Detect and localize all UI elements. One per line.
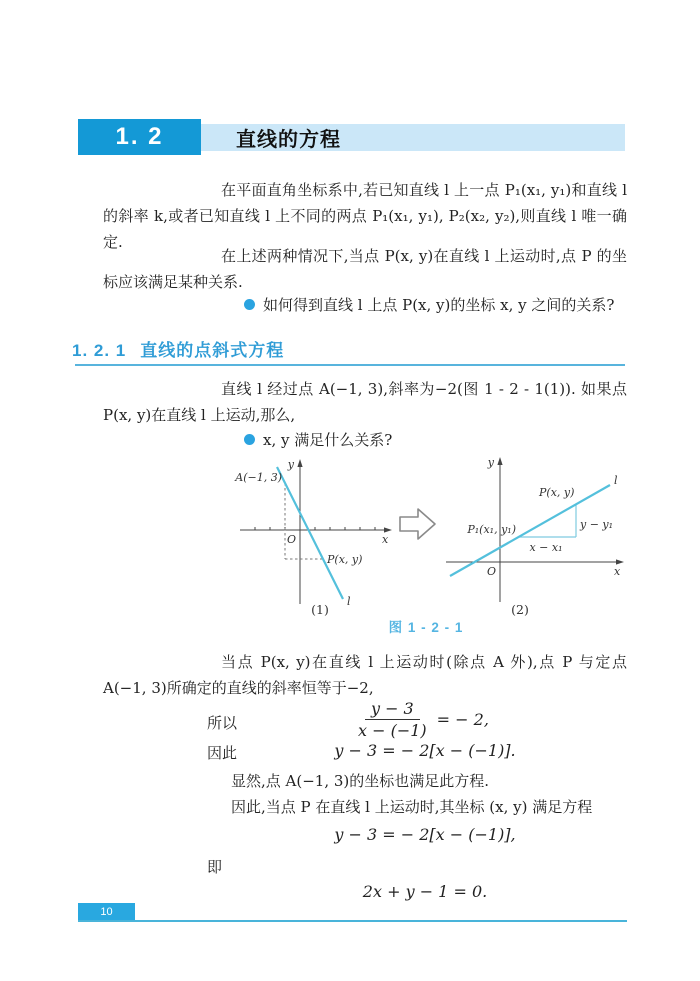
paragraph-intro-2: 在上述两种情况下,当点 P(x, y)在直线 l 上运动时,点 P 的坐标应该满足某种关系. xyxy=(103,247,627,291)
subsection-title: 直线的点斜式方程 xyxy=(140,341,285,360)
delta-y-label: y − y₁ xyxy=(580,518,614,531)
question-text: 如何得到直线 l 上点 P(x, y)的坐标 x, y 之间的关系? xyxy=(263,296,615,314)
y-axis-arrow-icon xyxy=(497,457,502,465)
right-block-arrow-icon xyxy=(397,504,439,544)
subfigure-caption-1: (1) xyxy=(311,602,329,617)
line-l-label: l xyxy=(347,595,351,608)
paragraph-therefore: 因此,当点 P 在直线 l 上运动时,其坐标 (x, y) 满足方程 xyxy=(231,798,593,816)
equation-label-thus: 因此 xyxy=(207,744,238,762)
bullet-icon xyxy=(244,299,255,310)
paragraph-setup: 直线 l 经过点 A(−1, 3),斜率为−2(图 1 - 2 - 1(1)). 如果点 P(x, y)在直线 l 上运动,那么, xyxy=(103,380,627,424)
fraction-numerator: y − 3 xyxy=(365,699,420,720)
subsection-number: 1. 2. 1 xyxy=(72,341,127,360)
heading-rule xyxy=(75,364,625,366)
footer-rule xyxy=(78,920,627,922)
origin-label: O xyxy=(486,565,496,578)
question-text: x, y 满足什么关系? xyxy=(263,431,393,449)
point-p-label: P(x, y) xyxy=(327,553,363,566)
equation-final: 2x + y − 1 = 0. xyxy=(362,882,488,901)
x-axis-arrow-icon xyxy=(616,559,624,564)
delta-x-label: x − x₁ xyxy=(529,541,563,554)
figure-caption: 图 1 - 2 - 1 xyxy=(388,620,464,635)
bullet-icon xyxy=(244,434,255,445)
point-p-label: P(x, y) xyxy=(539,486,575,499)
x-axis-label: x xyxy=(382,533,389,546)
point-p1-label: P₁(x₁, y₁) xyxy=(467,523,516,536)
y-axis-label: y xyxy=(487,456,494,469)
line-l-label: l xyxy=(614,474,618,487)
section-number-box xyxy=(78,119,201,155)
equation-slope-fraction xyxy=(352,699,489,740)
equation-label-so: 所以 xyxy=(207,714,238,732)
x-axis-label: x xyxy=(614,565,621,578)
graph-2-general xyxy=(438,452,633,618)
graph-1-point-slope xyxy=(230,452,400,618)
subfigure-caption-2: (2) xyxy=(511,602,529,617)
point-a-label: A(−1, 3) xyxy=(235,471,282,484)
fraction xyxy=(352,699,433,740)
page-number-badge xyxy=(78,903,135,921)
paragraph-obviously: 显然,点 A(−1, 3)的坐标也满足此方程. xyxy=(231,772,490,790)
question-line-2 xyxy=(244,429,392,450)
question-line-1 xyxy=(244,294,614,315)
equation-expanded: y − 3 = − 2[x − (−1)]. xyxy=(334,741,516,760)
fraction-rhs: = − 2, xyxy=(436,710,489,729)
y-axis-arrow-icon xyxy=(297,459,302,467)
page-number: 10 xyxy=(100,906,113,918)
section-title: 直线的方程 xyxy=(236,129,341,151)
paragraph-intro-1: 在平面直角坐标系中,若已知直线 l 上一点 P₁(x₁, y₁)和直线 l 的斜率 k,或者已知直线 l 上不同的两点 P₁(x₁, y₁), P₂(x₂, y₂),则直线 l 唯一确定. xyxy=(103,181,627,251)
paragraph-derivation: 当点 P(x, y)在直线 l 上运动时(除点 A 外),点 P 与定点 A(−1, 3)所确定的直线的斜率恒等于−2, xyxy=(103,653,627,697)
y-axis-label: y xyxy=(287,458,294,471)
subsection-heading xyxy=(72,336,284,361)
equation-label-ji: 即 xyxy=(207,858,223,876)
section-number: 1. 2 xyxy=(115,123,164,150)
origin-label: O xyxy=(286,533,296,546)
equation-satisfy: y − 3 = − 2[x − (−1)], xyxy=(334,825,516,844)
fraction-denominator: x − (−1) xyxy=(358,721,427,740)
x-axis-arrow-icon xyxy=(384,527,392,532)
